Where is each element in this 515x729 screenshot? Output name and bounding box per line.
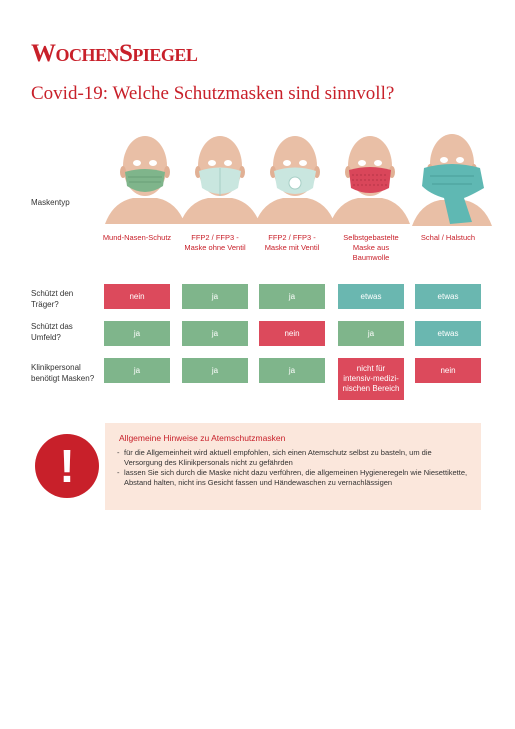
face-mund-nasen-schutz-icon [105, 128, 185, 224]
column-header: Schal / Halstuch [420, 233, 476, 242]
row-label-umfeld: Schützt das Umfeld? [31, 322, 73, 342]
page-title: Covid-19: Welche Schutzmasken sind sinnvoll? [31, 83, 395, 104]
table-cell: nein [415, 358, 481, 383]
row-label-klinik: Klinikpersonal benötigt Masken? [31, 363, 95, 383]
column-header: Selbstgebastelte Maske aus Baumwolle [343, 233, 399, 262]
warning-icon: ! [35, 434, 99, 498]
face-ffp-ohne-ventil-icon [180, 128, 260, 224]
row-label-traeger: Schützt den Träger? [31, 289, 74, 309]
table-cell: etwas [415, 284, 481, 309]
table-cell: ja [338, 321, 404, 346]
face-ffp-mit-ventil-icon [255, 128, 335, 224]
table-cell: ja [259, 358, 325, 383]
table-cell: ja [182, 358, 248, 383]
column-header: FFP2 / FFP3 - Maske mit Ventil [264, 233, 320, 252]
table-cell: nein [259, 321, 325, 346]
row-label-maskentyp: Maskentyp [31, 198, 70, 207]
list-item: - lassen Sie sich durch die Maske nicht dazu verführen, die allgemeinen Hygieneregeln wie Niesettikette, Abstand halten, nicht ins Gesicht fassen und Händewaschen zu vernachlässigen [117, 468, 472, 488]
column-header: Mund-Nasen-Schutz [102, 233, 172, 242]
table-cell: ja [259, 284, 325, 309]
face-schal-icon [410, 126, 494, 226]
brand-logo: WochenSpiegel [31, 40, 198, 67]
face-baumwolle-icon [330, 128, 410, 224]
info-title: Allgemeine Hinweise zu Atemschutzmasken [119, 433, 286, 443]
table-cell: ja [182, 321, 248, 346]
table-cell: nicht für intensiv-medizi-nischen Bereich [338, 358, 404, 400]
table-cell: ja [104, 358, 170, 383]
info-box [105, 423, 481, 510]
table-cell: etwas [415, 321, 481, 346]
list-item: - für die Allgemeinheit wird aktuell empfohlen, sich einen Atemschutz selbst zu basteln, um die Versorgung des Klinikpersonals nicht zu gefährden [117, 448, 472, 468]
table-cell: nein [104, 284, 170, 309]
info-list [117, 448, 472, 488]
table-cell: ja [182, 284, 248, 309]
table-cell: etwas [338, 284, 404, 309]
column-header: FFP2 / FFP3 - Maske ohne Ventil [184, 233, 246, 252]
table-cell: ja [104, 321, 170, 346]
